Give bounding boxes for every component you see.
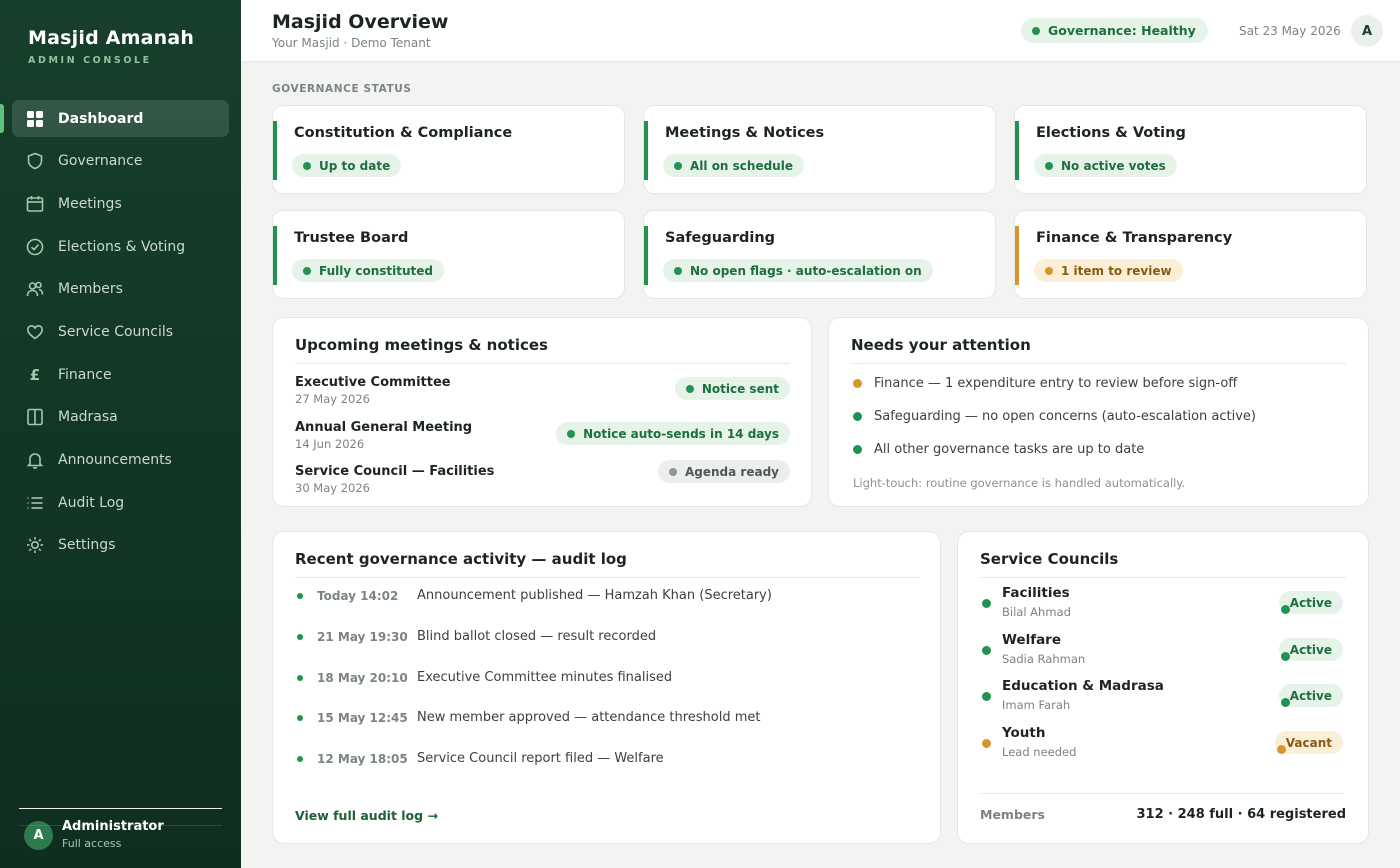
sidebar-item-audit-log[interactable] (12, 484, 229, 521)
meeting-row[interactable] (295, 375, 790, 411)
meeting-name: Executive Committee (295, 375, 451, 390)
status-card-safeguarding[interactable] (643, 210, 996, 299)
status-badge: No open flags · auto-escalation on (663, 259, 933, 282)
sidebar-item-label: Elections & Voting (58, 238, 186, 255)
divider (980, 577, 1346, 578)
audit-time: 15 May 12:45 (317, 710, 408, 725)
meeting-name: Service Council — Facilities (295, 464, 495, 479)
avatar: A (24, 821, 53, 850)
audit-log-panel (272, 531, 941, 844)
grid-icon (26, 110, 44, 128)
status-dot (982, 646, 991, 655)
current-date: Sat 23 May 2026 (1239, 24, 1341, 38)
status-dot (982, 739, 991, 748)
sidebar-item-madrasa[interactable] (12, 399, 229, 436)
panel-title: Needs your attention (851, 336, 1031, 354)
meeting-date: 14 Jun 2026 (295, 437, 365, 451)
members-count: 312 · 248 full · 64 registered (1136, 807, 1346, 822)
top-header (241, 0, 1400, 62)
sidebar-item-label: Settings (58, 537, 116, 554)
pound-icon: £ (29, 365, 41, 384)
meeting-date: 27 May 2026 (295, 392, 370, 406)
sidebar-nav (12, 100, 229, 570)
divider (851, 363, 1346, 364)
status-card-title: Constitution & Compliance (294, 125, 513, 141)
panel-title: Recent governance activity — audit log (295, 550, 627, 568)
page-subtitle: Your Masjid · Demo Tenant (272, 36, 431, 50)
sidebar-item-label: Meetings (58, 195, 122, 212)
status-dot (982, 692, 991, 701)
status-dot (853, 445, 862, 454)
view-audit-log-link[interactable]: View full audit log → (295, 808, 438, 823)
audit-row (297, 670, 672, 685)
status-card-finance[interactable] (1014, 210, 1367, 299)
audit-row (297, 588, 772, 603)
council-status-badge: Active (1279, 591, 1343, 614)
audit-text: Executive Committee minutes finalised (417, 670, 673, 685)
sidebar-item-label: Finance (58, 366, 112, 383)
divider (295, 363, 790, 364)
status-accent-bar (273, 121, 277, 180)
council-name: Facilities (1002, 585, 1070, 601)
user-avatar-button[interactable]: A (1351, 15, 1383, 47)
sidebar-item-announcements[interactable] (12, 442, 229, 479)
status-accent-bar (1015, 121, 1019, 180)
page-title: Masjid Overview (272, 11, 449, 33)
meeting-date: 30 May 2026 (295, 481, 370, 495)
sidebar-item-finance[interactable] (12, 356, 229, 393)
sidebar (0, 0, 241, 868)
divider (295, 577, 919, 578)
upcoming-meetings-panel (272, 317, 812, 507)
status-card-title: Finance & Transparency (1036, 230, 1233, 246)
brand-subtitle: ADMIN CONSOLE (28, 55, 152, 66)
council-name: Youth (1002, 725, 1046, 741)
audit-time: 21 May 19:30 (317, 629, 408, 644)
status-card-title: Elections & Voting (1036, 125, 1186, 141)
status-dot (982, 599, 991, 608)
sidebar-item-elections[interactable] (12, 228, 229, 265)
status-accent-bar (273, 226, 277, 285)
meeting-status-badge: Notice auto-sends in 14 days (556, 422, 790, 445)
section-label-governance: GOVERNANCE STATUS (272, 83, 412, 95)
meeting-status-badge: Agenda ready (658, 460, 790, 483)
gear-icon (26, 536, 44, 554)
status-badge: Up to date (292, 154, 401, 177)
council-lead: Sadia Rahman (1002, 652, 1086, 666)
council-row[interactable] (980, 678, 1343, 714)
attention-item[interactable]: Finance — 1 expenditure entry to review before sign-off (853, 376, 1237, 391)
council-lead: Bilal Ahmad (1002, 605, 1071, 619)
book-icon (26, 408, 44, 426)
status-card-constitution[interactable] (272, 105, 625, 194)
council-row[interactable] (980, 585, 1343, 621)
divider (19, 825, 222, 826)
meeting-row[interactable] (295, 464, 790, 500)
council-name: Education & Madrasa (1002, 678, 1164, 694)
calendar-icon (26, 195, 44, 213)
status-dot (1032, 27, 1040, 35)
panel-title: Service Councils (980, 550, 1119, 568)
status-dot (853, 379, 862, 388)
brand (28, 27, 194, 66)
sidebar-item-label: Announcements (58, 452, 172, 468)
audit-text: Announcement published — Hamzah Khan (Secretary) (417, 588, 772, 603)
brand-title: Masjid Amanah (28, 27, 195, 49)
meeting-row[interactable] (295, 420, 790, 456)
members-label: Members (980, 807, 1045, 822)
governance-status-pill[interactable] (1021, 18, 1208, 43)
attention-note: Light-touch: routine governance is handled automatically. (853, 476, 1186, 490)
sidebar-item-members[interactable] (12, 271, 229, 308)
audit-time: Today 14:02 (317, 588, 399, 603)
council-status-badge: Active (1279, 638, 1343, 661)
status-badge: Fully constituted (292, 259, 444, 282)
audit-text: Service Council report filed — Welfare (417, 751, 664, 766)
audit-row (297, 629, 656, 644)
status-card-meetings[interactable] (643, 105, 996, 194)
sidebar-item-label: Governance (58, 153, 143, 170)
panel-title: Upcoming meetings & notices (295, 336, 548, 354)
audit-time: 18 May 20:10 (317, 670, 408, 685)
status-accent-bar (644, 121, 648, 180)
status-dot (853, 412, 862, 421)
council-row[interactable] (980, 725, 1343, 761)
status-card-title: Trustee Board (294, 230, 409, 246)
status-card-trustee-board[interactable] (272, 210, 625, 299)
shield-icon (26, 152, 44, 170)
user-name: Administrator (62, 819, 164, 834)
list-icon (26, 494, 44, 512)
council-status-badge: Vacant (1275, 731, 1343, 754)
audit-text: New member approved — attendance threshold met (417, 710, 761, 725)
status-card-elections[interactable] (1014, 105, 1367, 194)
sidebar-item-label: Members (58, 281, 123, 298)
users-icon (26, 280, 44, 298)
sidebar-item-label: Audit Log (58, 494, 125, 511)
check-circle-icon (26, 238, 44, 256)
status-accent-bar (1015, 226, 1019, 285)
heart-icon (26, 323, 44, 341)
sidebar-item-settings[interactable] (12, 527, 229, 564)
meeting-status-badge: Notice sent (675, 377, 790, 400)
status-accent-bar (644, 226, 648, 285)
sidebar-item-governance[interactable] (12, 143, 229, 180)
meeting-name: Annual General Meeting (295, 420, 473, 435)
status-badge: 1 item to review (1034, 259, 1183, 282)
audit-row (297, 751, 664, 766)
status-badge: No active votes (1034, 154, 1177, 177)
attention-item[interactable]: Safeguarding — no open concerns (auto-escalation active) (853, 409, 1256, 424)
sidebar-item-meetings[interactable] (12, 185, 229, 222)
bell-icon (26, 451, 44, 469)
governance-status-text: Governance: Healthy (1048, 23, 1196, 38)
audit-text: Blind ballot closed — result recorded (417, 629, 657, 644)
status-card-title: Safeguarding (665, 230, 776, 246)
sidebar-item-label: Service Councils (58, 323, 174, 340)
current-user[interactable] (19, 808, 222, 850)
attention-item[interactable]: All other governance tasks are up to date (853, 442, 1144, 457)
audit-time: 12 May 18:05 (317, 751, 408, 766)
sidebar-item-label: Dashboard (58, 110, 144, 127)
service-councils-panel (957, 531, 1369, 844)
status-card-title: Meetings & Notices (665, 125, 825, 141)
attention-panel (828, 317, 1369, 507)
council-row[interactable] (980, 632, 1343, 668)
council-lead: Imam Farah (1002, 698, 1071, 712)
council-name: Welfare (1002, 632, 1061, 648)
divider (980, 793, 1343, 794)
sidebar-item-dashboard[interactable] (12, 100, 229, 137)
sidebar-item-label: Madrasa (58, 409, 118, 426)
status-badge: All on schedule (663, 154, 804, 177)
sidebar-item-service-councils[interactable] (12, 313, 229, 350)
user-role: Full access (62, 837, 122, 850)
council-lead: Lead needed (1002, 745, 1077, 759)
audit-row (297, 710, 760, 725)
council-status-badge: Active (1279, 684, 1343, 707)
